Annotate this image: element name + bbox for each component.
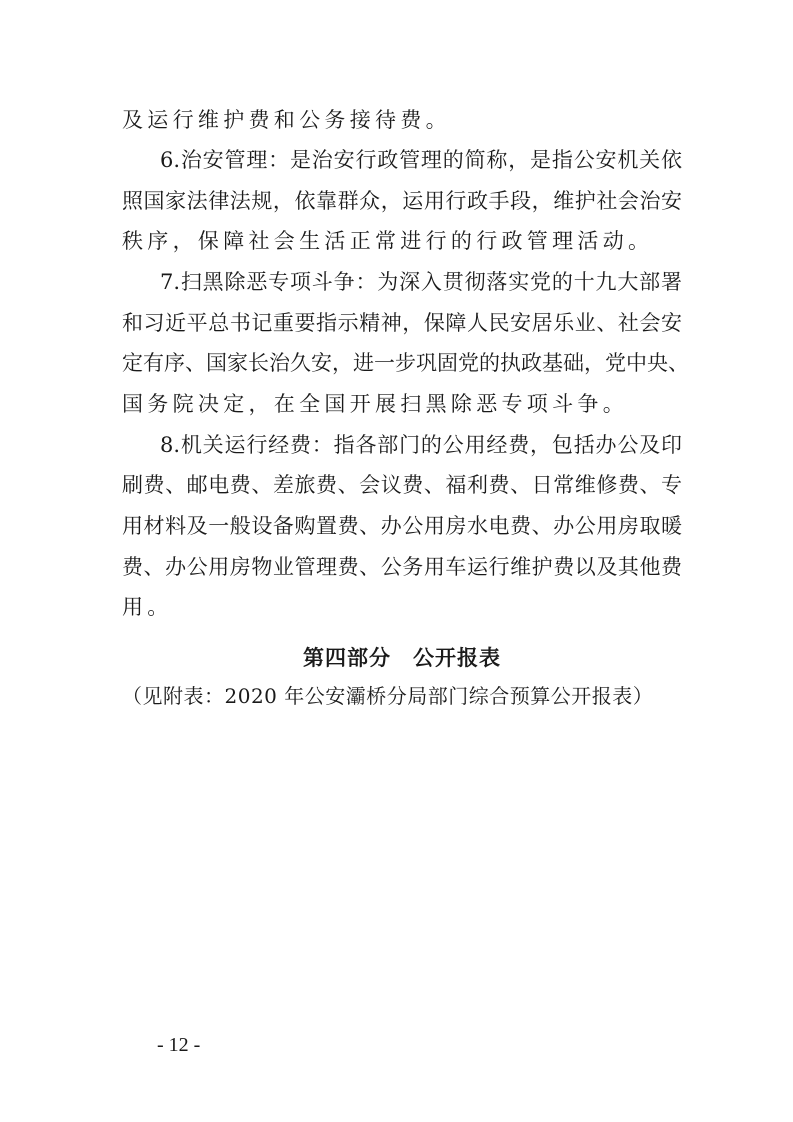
- text-line: 国务院决定，在全国开展扫黑除恶专项斗争。: [122, 392, 628, 416]
- text-line: 8.机关运行经费：指各部门的公用经费，包括办公及印: [160, 433, 682, 457]
- text-line: 秩序，保障社会生活正常进行的行政管理活动。: [122, 229, 654, 253]
- text-line: 和习近平总书记重要指示精神，保障人民安居乐业、社会安: [122, 311, 682, 335]
- text-line: 刷费、邮电费、差旅费、会议费、福利费、日常维修费、专: [122, 473, 682, 497]
- text-line: 费、办公用房物业管理费、公务用车运行维护费以及其他费: [122, 555, 682, 579]
- text-line: 用材料及一般设备购置费、办公用房水电费、办公用房取暖: [122, 514, 682, 538]
- page-number: - 12 -: [157, 1034, 201, 1056]
- text-line: 照国家法律法规，依靠群众，运用行政手段，维护社会治安: [122, 189, 682, 213]
- text-line: 定有序、国家长治久安，进一步巩固党的执政基础，党中央、: [122, 351, 689, 375]
- text-line: 及运行维护费和公务接待费。: [122, 108, 451, 132]
- appendix-note: （见附表：2020 年公安灞桥分局部门综合预算公开报表）: [122, 684, 654, 708]
- text-line: 6.治安管理：是治安行政管理的简称，是指公安机关依: [160, 148, 682, 172]
- text-line: 用。: [122, 595, 173, 619]
- text-line: 7.扫黑除恶专项斗争：为深入贯彻落实党的十九大部署: [160, 270, 682, 294]
- section-heading: 第四部分 公开报表: [303, 645, 501, 670]
